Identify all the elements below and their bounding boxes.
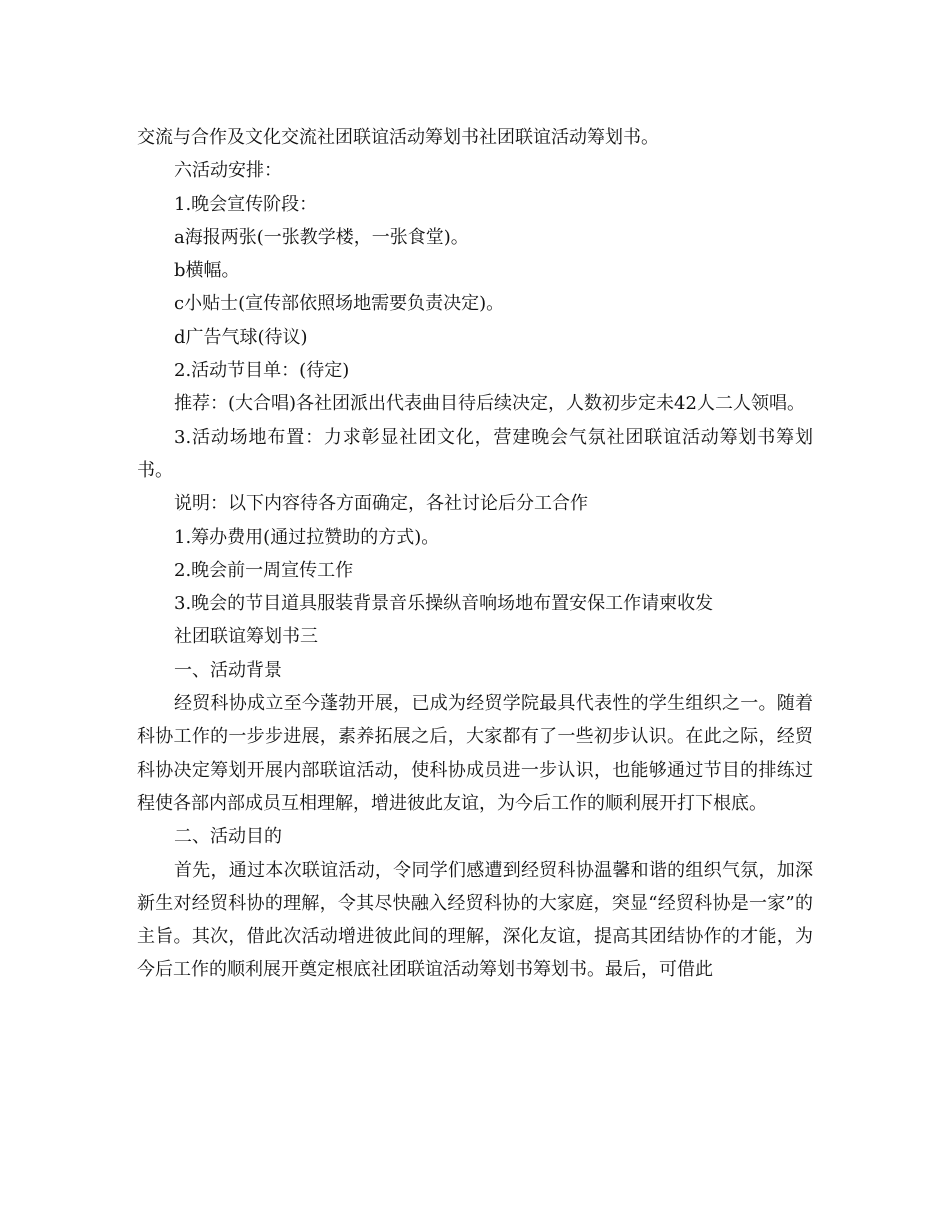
paragraph: b横幅。 bbox=[174, 260, 240, 282]
document-body bbox=[137, 121, 813, 987]
paragraph: a海报两张(一张教学楼，一张食堂)。 bbox=[174, 226, 469, 248]
paragraph: 2.活动节目单：(待定) bbox=[174, 360, 350, 382]
paragraph: 说明：以下内容待各方面确定，各社讨论后分工合作 bbox=[174, 493, 588, 515]
paragraph: 1.晚会宣传阶段： bbox=[174, 193, 318, 215]
paragraph: 首先，通过本次联谊活动，令同学们感遭到经贸科协温馨和谐的组织气氛，加深新生对经贸科协的理解，令其尽快融入经贸科协的大家庭，突显“经贸科协是一家”的主旨。其次，借此次活动增进彼此间的理解，深化友谊，提高其团结协作的才能，为今后工作的顺利展开奠定根底社团联谊活动筹划书筹划书。最后，可借此 bbox=[137, 859, 813, 981]
paragraph: 经贸科协成立至今蓬勃开展，已成为经贸学院最具代表性的学生组织之一。随着科协工作的一步步进展，素养拓展之后，大家都有了一些初步认识。在此之际，经贸科协决定筹划开展内部联谊活动，使科协成员进一步认识，也能够通过节目的排练过程使各部内部成员互相理解，增进彼此友谊，为今后工作的顺利展开打下根底。 bbox=[137, 693, 813, 814]
paragraph: d广告气球(待议) bbox=[174, 326, 308, 348]
paragraph: 社团联谊筹划书三 bbox=[174, 626, 318, 648]
paragraph: 1.筹办费用(通过拉赞助的方式)。 bbox=[174, 526, 440, 548]
paragraph: c小贴士(宣传部依照场地需要负责决定)。 bbox=[174, 293, 505, 315]
paragraph: 交流与合作及文化交流社团联谊活动筹划书社团联谊活动筹划书。 bbox=[137, 127, 659, 148]
paragraph: 2.晚会前一周宣传工作 bbox=[174, 559, 354, 581]
paragraph: 六活动安排： bbox=[174, 160, 282, 182]
paragraph: 推荐：(大合唱)各社团派出代表曲目待后续决定，人数初步定未42人二人领唱。 bbox=[174, 393, 805, 415]
paragraph: 3.晚会的节目道具服装背景音乐操纵音响场地布置安保工作请柬收发 bbox=[174, 593, 714, 615]
paragraph: 一、活动背景 bbox=[174, 659, 282, 681]
paragraph: 3.活动场地布置：力求彰显社团文化，营建晚会气氛社团联谊活动筹划书筹划书。 bbox=[137, 426, 813, 481]
paragraph: 二、活动目的 bbox=[174, 826, 282, 848]
